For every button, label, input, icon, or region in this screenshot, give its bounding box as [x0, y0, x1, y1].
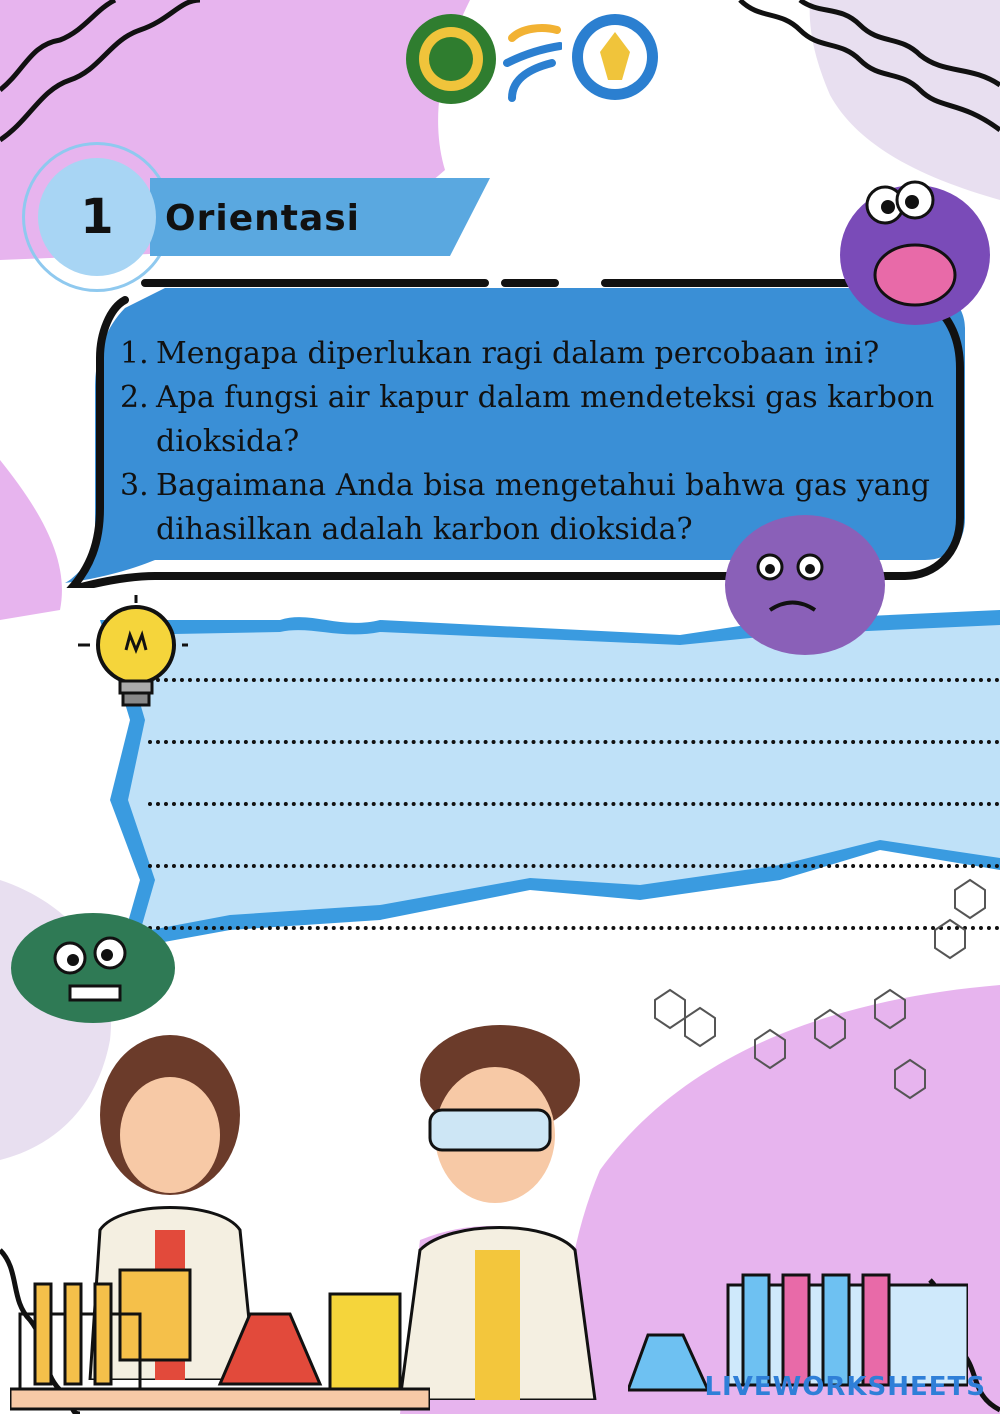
- angry-germ-icon: [710, 505, 900, 665]
- answer-line[interactable]: [148, 740, 1000, 744]
- purple-germ-icon: [820, 145, 1000, 345]
- question-text: Bagaimana Anda bisa mengetahui bahwa gas yang dihasilkan adalah karbon dioksida?: [156, 468, 931, 547]
- tut-wuri-handayani-icon: [570, 12, 660, 102]
- question-text: Mengapa diperlukan ragi dalam percobaan ini?: [156, 336, 880, 371]
- section-number: 1: [80, 189, 114, 245]
- green-germ-icon: [5, 908, 180, 1028]
- question-text: Apa fungsi air kapur dalam mendeteksi gas karbon dioksida?: [156, 380, 935, 459]
- question-number: 3.: [120, 468, 149, 503]
- lab-flasks-icon: [10, 1254, 430, 1414]
- watermark: LIVEWORKSHEETS: [704, 1372, 986, 1402]
- section-badge: [38, 158, 156, 276]
- lightbulb-icon: [68, 595, 188, 725]
- answer-line[interactable]: [148, 678, 1000, 682]
- section-title: Orientasi: [165, 198, 361, 239]
- university-seal-icon: [404, 12, 499, 107]
- question-item: [120, 376, 960, 464]
- answer-line[interactable]: [148, 864, 1000, 868]
- answer-line[interactable]: [148, 802, 1000, 806]
- question-number: 1.: [120, 336, 149, 371]
- question-number: 2.: [120, 380, 149, 415]
- molecule-pattern-icon: [635, 870, 995, 1120]
- kampus-merdeka-icon: [502, 18, 562, 108]
